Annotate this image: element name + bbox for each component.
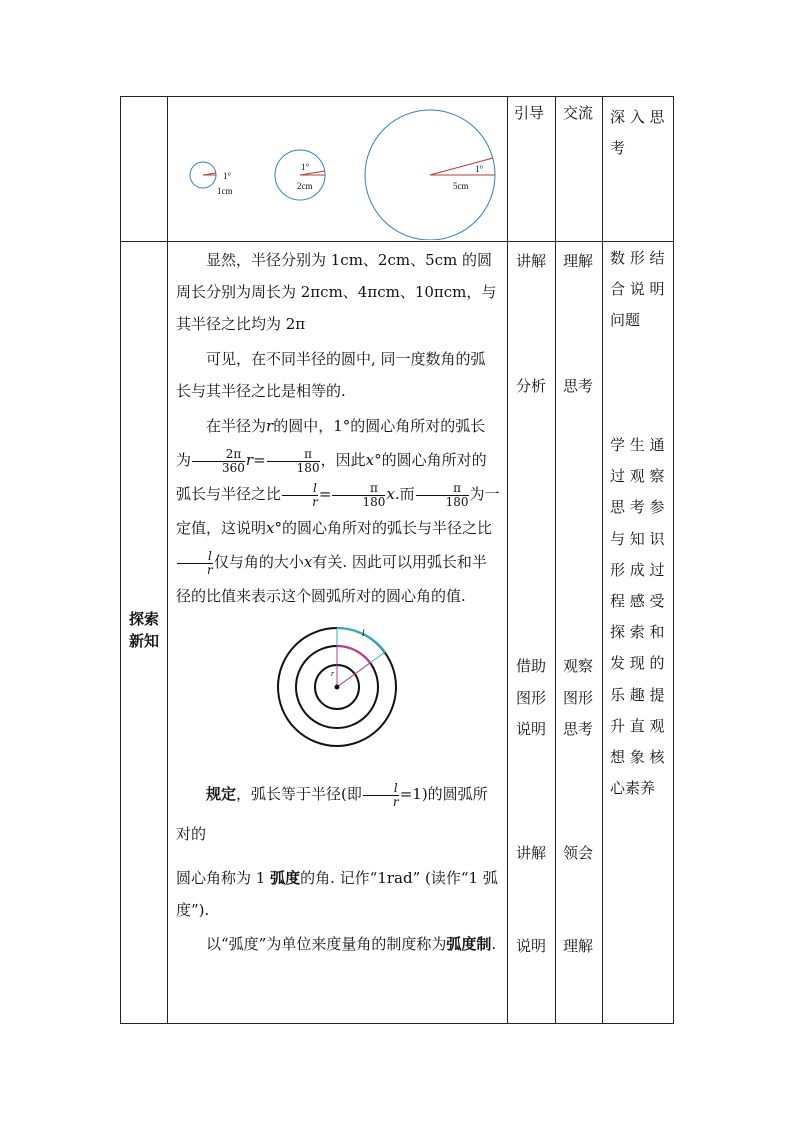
definition-text <box>176 774 500 960</box>
frac-pi-180-b: $\frac{\pi}{180}$ <box>332 482 385 509</box>
para-definition: 规定，弧长等于半径(即 $\frac{l}{r}$ =1)的圆弧所对的 <box>176 780 488 843</box>
circle-5-radius: 5cm <box>453 181 469 191</box>
col-divider-2 <box>507 96 508 1024</box>
exchange-7: 理解 <box>563 937 594 955</box>
guide-1: 讲解 <box>516 252 547 270</box>
para-equal-ratio: 可见，在不同半径的圆中, 同一度数角的弧长与其半径之比是相等的. <box>176 350 486 400</box>
circle-5-angle: 1° <box>475 164 484 174</box>
frac-pi-180-a: $\frac{\pi}{180}$ <box>267 448 320 475</box>
guide-2: 分析 <box>516 377 547 395</box>
circle-2-angle: 1° <box>301 162 310 172</box>
stage-label <box>121 608 167 652</box>
guide-3: 借助 <box>516 657 547 675</box>
stage-line-1: 探索 <box>128 610 159 628</box>
guide-4: 图形 <box>516 689 547 707</box>
concentric-circles-diagram <box>276 626 400 750</box>
frac-2pi-360: $\frac{2\pi}{360}$ <box>192 448 245 475</box>
diagram-l-label: l <box>362 628 365 638</box>
stage-line-2: 新知 <box>128 632 159 650</box>
guide-5: 说明 <box>516 720 547 738</box>
table-right-border <box>673 96 674 1024</box>
row1-guide: 引导 <box>514 104 545 122</box>
exchange-3: 观察 <box>563 657 594 675</box>
row-divider <box>120 241 674 242</box>
para-arc-length: 在半径为r的圆中，1°的圆心角所对的弧长为 $\frac{2\pi}{360}$ r= $\frac{\pi}{180}$ ，因此x°的圆心角所对的弧长与半径之比 $\frac{l}{r}$ = $\frac{\pi}{180}$ x.而 $\frac{\pi}{180}$ 为一定值，这说明x°的圆心角所对的弧长与半径之比 $\frac{l}{r}$ 仅与角的大小x有关. 因此可以用弧长和半径的比值来表示这个圆弧所对的圆心角的值. <box>176 417 500 605</box>
table-bottom-border <box>120 1023 674 1024</box>
frac-l-r-c: $\frac{l}{r}$ <box>363 782 399 809</box>
row1-exchange: 交流 <box>563 104 594 122</box>
exchange-2: 思考 <box>563 377 594 395</box>
exchange-5: 思考 <box>563 720 594 738</box>
para-perimeter: 显然，半径分别为 1cm、2cm、5cm 的圆周长分别为周长为 2πcm、4πcm、10πcm，与其半径之比均为 2π <box>176 251 497 333</box>
col-divider-4 <box>602 96 603 1024</box>
frac-l-r-b: $\frac{l}{r}$ <box>177 550 213 577</box>
circle-1-angle: 1° <box>223 171 232 181</box>
para-radian-name: 圆心角称为 1 弧度的角. 记作“1rad” (读作“1 弧度”). <box>176 869 498 919</box>
exchange-1: 理解 <box>563 252 594 270</box>
exchange-6: 领会 <box>563 844 594 862</box>
row1-design: 深 入 思 考 <box>610 108 665 157</box>
col-divider-3 <box>555 96 556 1024</box>
design-intent-1: 数 形 结 合 说 明 问题 <box>610 249 665 330</box>
para-radian-system: 以“弧度”为单位来度量角的制度称为弧度制. <box>206 935 497 953</box>
exchange-4: 图形 <box>563 689 594 707</box>
lesson-text <box>176 244 500 613</box>
guide-6: 讲解 <box>516 844 547 862</box>
frac-pi-180-c: $\frac{\pi}{180}$ <box>416 482 469 509</box>
circles-figure <box>168 97 506 240</box>
circle-1-radius: 1cm <box>217 186 233 196</box>
guide-7: 说明 <box>516 937 547 955</box>
circle-2-radius: 2cm <box>297 181 313 191</box>
frac-l-r-a: $\frac{l}{r}$ <box>282 482 318 509</box>
table-left-border <box>120 96 121 1024</box>
diagram-r-label: r <box>331 669 335 678</box>
design-intent-2: 学 生 通 过 观 察 思 考 参 与 知 识 形 成 过 程 感 受 探 索 和 发 现 的 乐 趣 提 升 直 观 想 象 核 心素养 <box>610 436 665 798</box>
